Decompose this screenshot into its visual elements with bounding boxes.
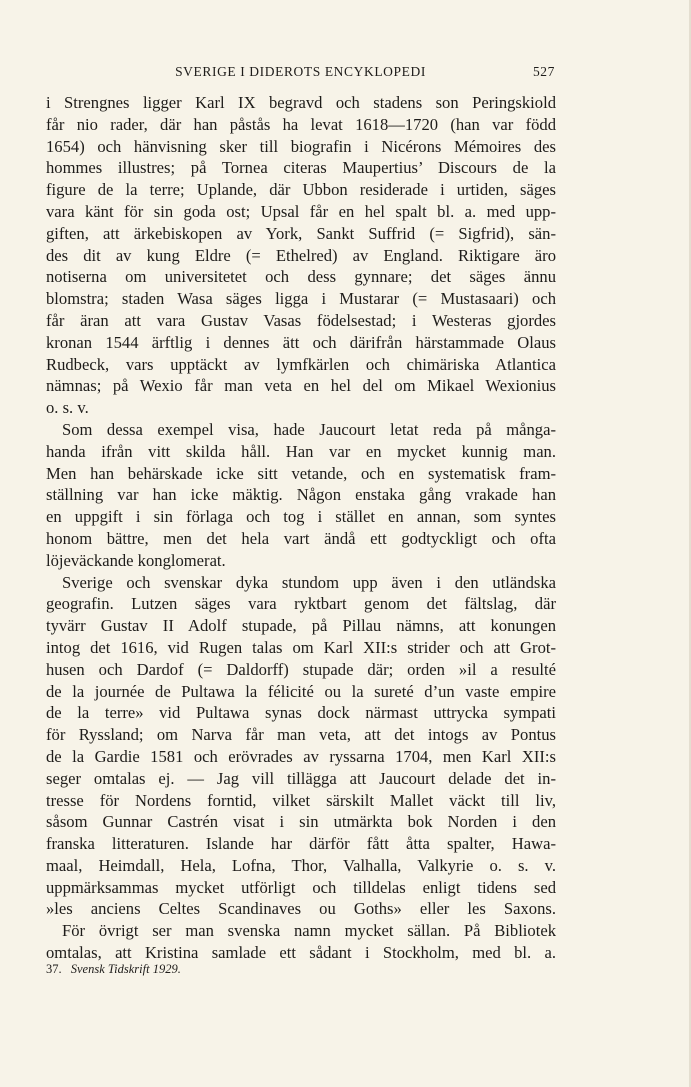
paragraph-start: Sverige och svenskar dyka stundom upp även i den utländska bbox=[62, 572, 556, 592]
page-header bbox=[46, 64, 555, 84]
text-line: hommes illustres; på Tornea citeras Maupertius’ Discours de la bbox=[46, 158, 556, 178]
text-line: seger omtalas ej. — Jag vill tillägga att Jaucourt delade det in- bbox=[46, 768, 556, 788]
text-line: Men han behärskade icke sitt vetande, och en systematisk fram- bbox=[46, 463, 556, 483]
text-line: kronan 1544 ärftlig i dennes ätt och därifrån härstammade Olaus bbox=[46, 332, 556, 352]
text-line: maal, Heimdall, Hela, Lofna, Thor, Valhalla, Valkyrie o. s. v. bbox=[46, 855, 556, 875]
page-number: 527 bbox=[532, 64, 555, 79]
body-text bbox=[46, 92, 556, 964]
text-line: husen och Dardof (= Daldorff) stupade där; orden »il a resulté bbox=[46, 659, 556, 679]
text-line: »les anciens Celtes Scandinaves ou Goths» eller les Saxons. bbox=[46, 899, 556, 919]
text-line: o. s. v. bbox=[46, 398, 89, 418]
text-line: geografin. Lutzen säges vara ryktbart genom det fältslag, där bbox=[46, 594, 556, 614]
text-line: 1654) och hänvisning sker till biografin i Nicérons Mémoires des bbox=[46, 136, 556, 156]
text-line: tyvärr Gustav II Adolf stupade, på Pillau nämns, att konungen bbox=[46, 616, 556, 636]
text-line: får äran att vara Gustav Vasas födelsestad; i Westeras gjordes bbox=[46, 310, 556, 330]
text-line: de la Gardie 1581 och erövrades av ryssarna 1704, men Karl XII:s bbox=[46, 746, 556, 766]
text-line: tresse för Nordens forntid, vilket särskilt Mallet väckt till liv, bbox=[46, 790, 556, 810]
text-line: ställning var han icke mäktig. Någon enstaka gång vrakade han bbox=[46, 485, 556, 505]
text-line: honom bättre, men det hela vart ändå ett godtyckligt och ofta bbox=[46, 528, 556, 548]
text-line: får nio rader, där han påstås ha levat 1618—1720 (han var född bbox=[46, 114, 556, 134]
text-line: de la terre» vid Pultawa synas dock närmast uttrycka sympati bbox=[46, 703, 556, 723]
text-line: intog det 1616, vid Rugen talas om Karl XII:s strider och att Grot- bbox=[46, 637, 556, 657]
text-line: handa ifrån vitt skilda håll. Han var en mycket kunnig man. bbox=[46, 441, 556, 461]
text-line: en uppgift i sin förlaga och tog i stället en annan, som syntes bbox=[46, 507, 556, 527]
text-line: franska litteraturen. Islande har därför fått åtta spalter, Hawa- bbox=[46, 834, 556, 854]
text-line: uppmärksammas mycket utförligt och tilldelas enligt tidens sed bbox=[46, 877, 556, 897]
text-line: för Ryssland; om Narva får man veta, att det intogs av Pontus bbox=[46, 725, 556, 745]
text-line: Rudbeck, vars upptäckt av lymfkärlen och chimäriska Atlantica bbox=[46, 354, 556, 374]
running-title: SVERIGE I DIDEROTS ENCYKLOPEDI bbox=[175, 64, 426, 79]
text-line: giften, att ärkebiskopen av York, Sankt Suffrid (= Sigfrid), sän- bbox=[46, 223, 556, 243]
text-line: vara känt för sin goda ost; Upsal får en hel spalt bl. a. med upp- bbox=[46, 201, 556, 221]
text-line: omtalas, att Kristina samlade ett sådant i Stockholm, med bl. a. bbox=[46, 943, 556, 963]
text-line: des dit av kung Eldre (= Ethelred) av England. Riktigare äro bbox=[46, 245, 556, 265]
text-line: de la journée de Pultawa la félicité ou la sureté d’un vaste empire bbox=[46, 681, 556, 701]
text-line: i Strengnes ligger Karl IX begravd och stadens son Peringskiold bbox=[46, 93, 556, 112]
text-line: notiserna om universitetet och dess gynnare; det säges ännu bbox=[46, 267, 556, 287]
text-line: figure de la terre; Uplande, där Ubbon residerade i urtiden, säges bbox=[46, 180, 556, 200]
sheet-signature: 37. bbox=[46, 962, 62, 976]
paragraph-start: För övrigt ser man svenska namn mycket sällan. På Bibliotek bbox=[62, 921, 556, 941]
journal-name: Svensk Tidskrift 1929. bbox=[70, 962, 181, 976]
paragraph-start: Som dessa exempel visa, hade Jaucourt letat reda på många- bbox=[62, 419, 556, 439]
text-line: såsom Gunnar Castrén visat i sin utmärkta bok Norden i den bbox=[46, 812, 556, 832]
text-line: löjeväckande konglomerat. bbox=[46, 550, 226, 570]
page-footer bbox=[46, 962, 181, 977]
text-line: blomstra; staden Wasa säges ligga i Mustarar (= Mustasaari) och bbox=[46, 289, 556, 309]
text-line: nämnas; på Wexio får man veta en hel del om Mikael Wexionius bbox=[46, 376, 556, 396]
